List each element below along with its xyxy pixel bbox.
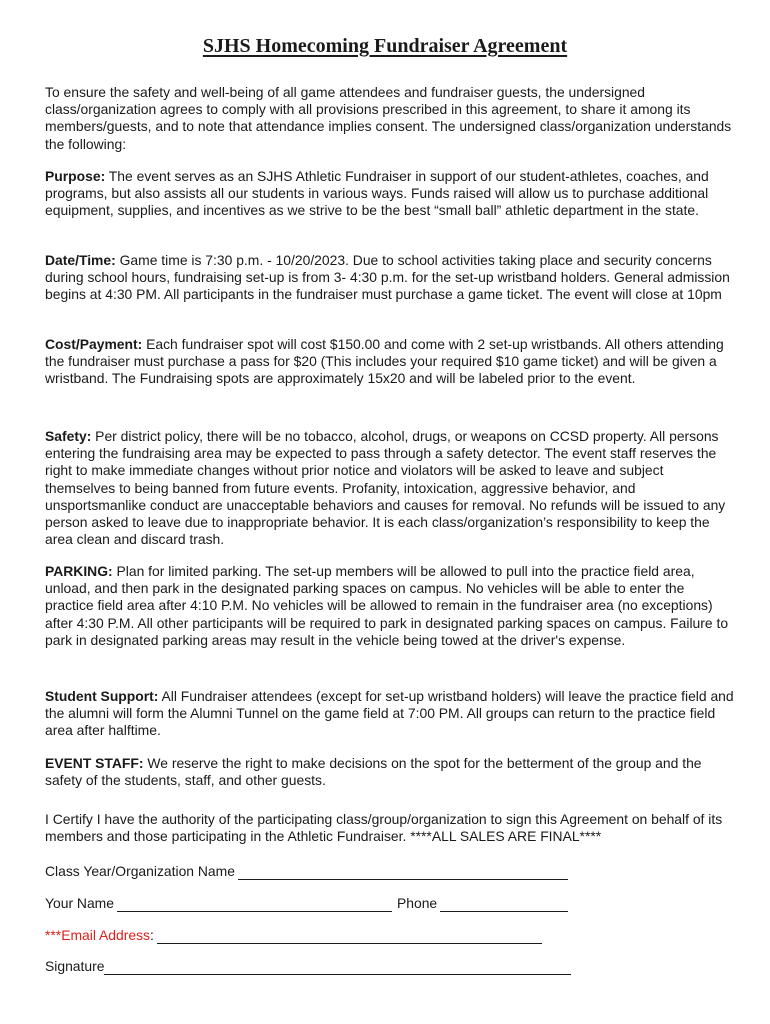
event-staff-section	[45, 755, 735, 789]
student-support-label: Student Support:	[45, 688, 159, 704]
your-name-label: Your Name	[45, 894, 114, 911]
signature-field	[45, 955, 571, 975]
class-org-input-line[interactable]	[238, 865, 568, 880]
phone-label: Phone	[396, 894, 438, 911]
email-label: ***Email Address	[45, 926, 150, 943]
signature-input-line[interactable]	[104, 960, 571, 975]
cost-text: Each fundraiser spot will cost $150.00 and come with 2 set-up wristbands. All others attending the fundraiser must purchase a pass for $20 (This includes your required $10 game ticket) and will be given a wristband. The Fundraising spots are approximately 15x20 and will be labeled prior to the event.	[45, 336, 724, 387]
datetime-label: Date/Time:	[45, 252, 116, 268]
name-phone-row	[45, 892, 568, 912]
purpose-label: Purpose:	[45, 168, 106, 184]
purpose-section	[45, 168, 735, 220]
student-support-text: All Fundraiser attendees (except for set-up wristband holders) will leave the practice field and the alumni will form the Alumni Tunnel on the game field at 7:00 PM. All groups can return to the practice field area after halftime.	[45, 688, 734, 739]
phone-input-line[interactable]	[440, 897, 568, 912]
signature-label: Signature	[45, 957, 105, 974]
parking-section	[45, 563, 735, 649]
your-name-input-line[interactable]	[117, 897, 392, 912]
email-colon: :	[150, 926, 154, 943]
cost-label: Cost/Payment:	[45, 336, 143, 352]
safety-text: Per district policy, there will be no tobacco, alcohol, drugs, or weapons on CCSD property. All persons entering the fundraising area may be expected to pass through a safety detector. The event staff reserves the right to make immediate changes without prior notice and violators will be asked to leave and subject themselves to being banned from future events. Profanity, intoxication, aggressive behavior, and unsportsmanlike conduct are unacceptable behaviors and causes for removal. No refunds will be issued to any person asked to leave due to inappropriate behavior. It is each class/organization’s responsibility to keep the area clean and discard trash.	[45, 428, 726, 548]
parking-label: PARKING:	[45, 563, 113, 579]
class-org-field	[45, 860, 568, 880]
class-org-label: Class Year/Organization Name	[45, 862, 235, 879]
event-staff-label: EVENT STAFF:	[45, 755, 144, 771]
document-title: SJHS Homecoming Fundraiser Agreement	[202, 35, 568, 57]
email-input-line[interactable]	[157, 929, 542, 944]
purpose-text: The event serves as an SJHS Athletic Fundraiser in support of our student-athletes, coaches, and programs, but also assists all our students in various ways. Funds raised will allow us to purchase additional equipment, supplies, and incentives as we strive to be the best “small ball” athletic department in the state.	[45, 168, 709, 219]
datetime-text: Game time is 7:30 p.m. - 10/20/2023. Due to school activities taking place and security concerns during school hours, fundraising set-up is from 3- 4:30 p.m. for the set-up wristband holders. General admission begins at 4:30 PM. All participants in the fundraiser must purchase a game ticket. The event will close at 10pm	[45, 252, 730, 303]
email-field	[45, 924, 542, 944]
event-staff-text: We reserve the right to make decisions on the spot for the betterment of the group and the safety of the students, staff, and other guests.	[45, 755, 702, 789]
intro-paragraph: To ensure the safety and well-being of all game attendees and fundraiser guests, the undersigned class/organization agrees to comply with all provisions prescribed in this agreement, to share it among its members/guests, and to note that attendance implies consent. The undersigned class/organization understands the following:	[45, 84, 732, 152]
certification-paragraph: I Certify I have the authority of the participating class/group/organization to sign this Agreement on behalf of its members and those participating in the Athletic Fundraiser. ****ALL SALES ARE FINAL****	[45, 811, 723, 845]
safety-section	[45, 428, 735, 548]
safety-label: Safety:	[45, 428, 92, 444]
student-support-section	[45, 688, 735, 740]
parking-text: Plan for limited parking. The set-up members will be allowed to pull into the practice field area, unload, and then park in the designated parking spaces on campus. No vehicles will be able to enter the practice field area after 4:10 P.M. No vehicles will be allowed to remain in the fundraiser area (no exceptions) after 4:30 P.M. All other participants will be required to park in designated parking spaces on campus. Failure to park in designated parking areas may result in the vehicle being towed at the driver's expense.	[45, 563, 729, 648]
datetime-section	[45, 252, 735, 304]
cost-section	[45, 336, 735, 388]
